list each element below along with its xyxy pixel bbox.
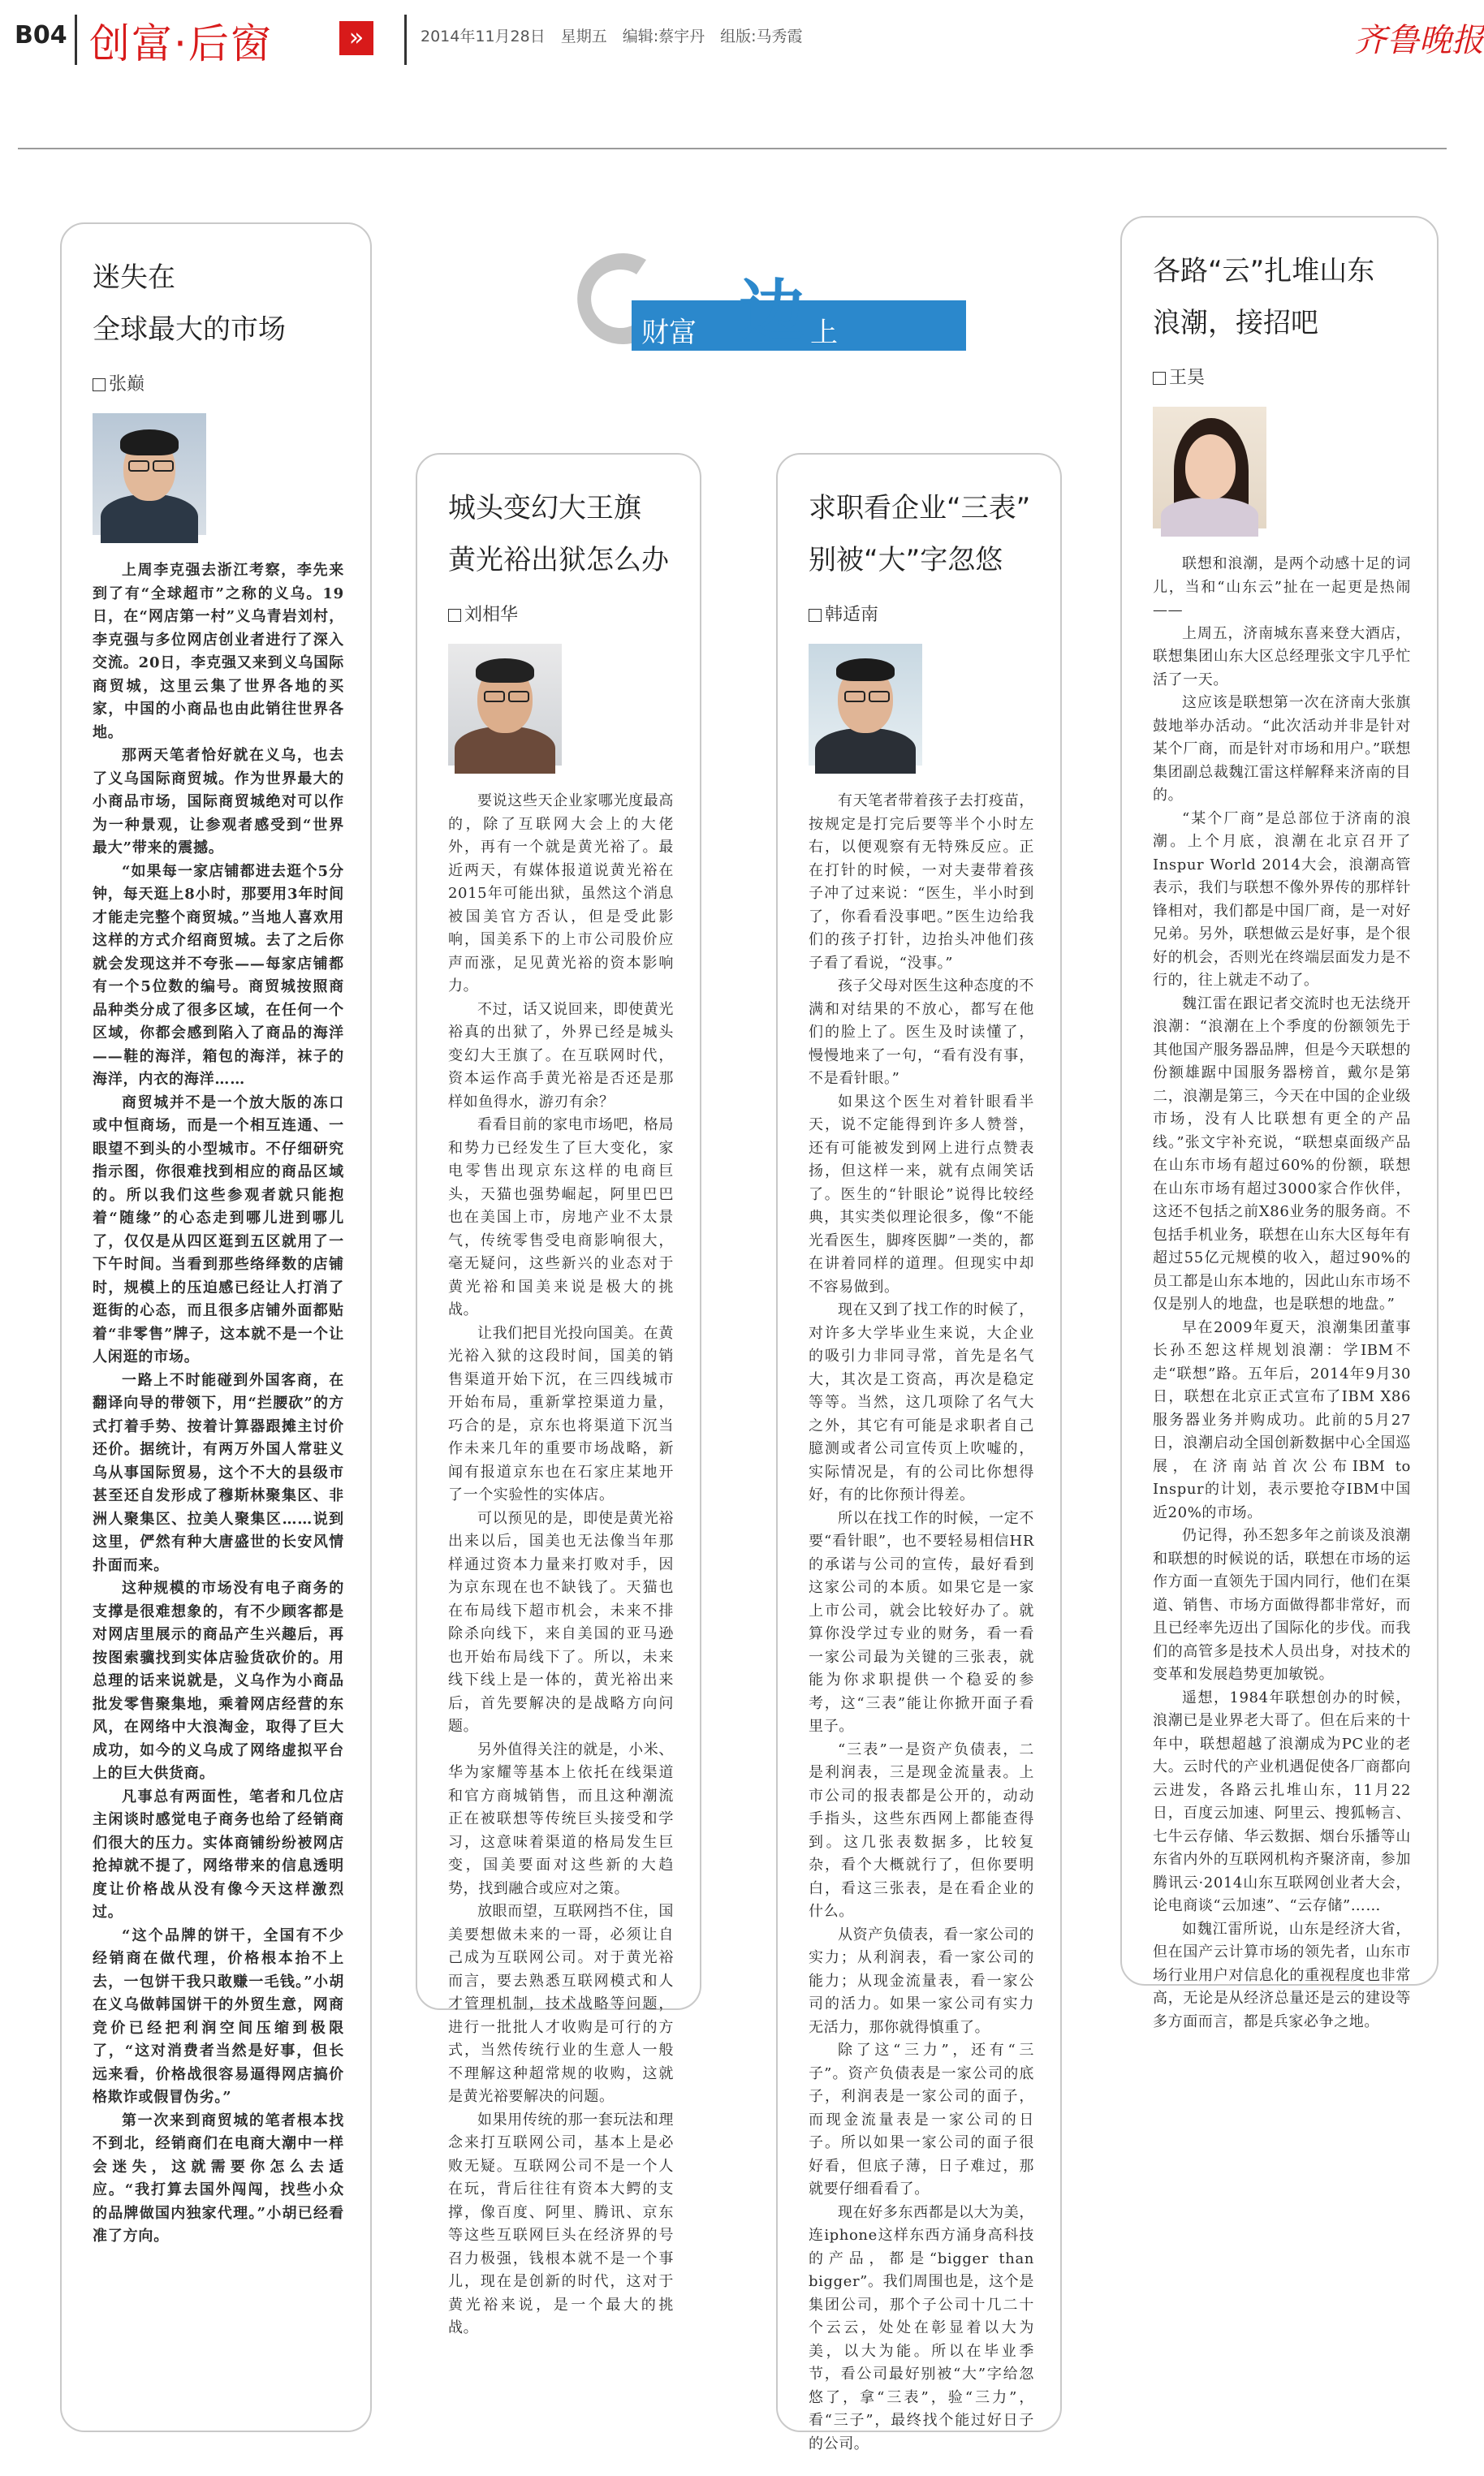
header-rule xyxy=(18,148,1447,149)
article-author: 韩适南 xyxy=(809,601,1034,626)
article-body: 要说这些天企业家哪光度最高的，除了互联网大会上的大佬外，再有一个就是黄光裕了。最近两天，有媒体报道说黄光裕在2015年可能出狱，虽然这个消息被国美官方否认，但是受此影响，国美系下的上市公司股价应声而涨，足见黄光裕的资本影响力。 不过，话又说回来，即使黄光裕真的出狱了，外界已经是城头变幻大王旗了。在互联网时代，资本运作高手黄光裕是否还是那样如鱼得水，游刃有余？ 看看目前的家电市场吧，格局和势力已经发生了巨大变化，家电零售出现京东这样的电商巨头，天猫也强势崛起，阿里巴巴也在美国上市，房地产业不太景气，传统零售受电商影响很大，毫无疑问，这些新兴的业态对于黄光裕和国美来说是极大的挑战。 让我们把目光投向国美。在黄光裕入狱的这段时间，国美的销售渠道开始下沉，在三四线城市开始布局，重新掌控渠道力量，巧合的是，京东也将渠道下沉当作未来几年的重要市场战略，新闻有报道京东也在石家庄某地开了一个实验性的实体店。 可以预见的是，即使是黄光裕出来以后，国美也无法像当年那样通过资本力量来打败对手，因为京东现在也不缺钱了。天猫也在布局线下超市机会，未来不排除杀向线下，来自美国的亚马逊也开始布局线下了。所以，未来线下线上是一体的，黄光裕出来后，首先要解决的是战略方向问题。 另外值得关注的就是，小米、华为家耀等基本上依托在线渠道和官方商城销售，而且这种潮流正在被联想等传统巨头接受和学习，这意味着渠道的格局发生巨变，国美要面对这些新的大趋势，找到融合或应对之策。 放眼而望，互联网挡不住，国美要想做未来的一哥，必须让自己成为互联网公司。对于黄光裕而言，要去熟悉互联网模式和人才管理机制，技术战略等问题，进行一批批人才收购是可行的方式，当然传统行业的生意人一般不理解这种超常规的收购，这就是黄光裕要解决的问题。 如果用传统的那一套玩法和理念来打互联网公司，基本上是必败无疑。互联网公司不是一个人在玩，背后往往有资本大鳄的支撑，像百度、阿里、腾讯、京东等这些互联网巨头在经济界的号召力极强，钱根本就不是一个事儿，现在是创新的时代，这对于黄光裕来说，是一个最大的挑战。 xyxy=(448,792,674,2336)
author-photo xyxy=(93,413,206,535)
author-photo xyxy=(448,644,562,766)
article-title: 各路“云”扎堆山东 浪潮，接招吧 xyxy=(1153,255,1375,339)
article-card xyxy=(776,453,1062,2452)
masthead-divider xyxy=(75,15,77,65)
column-header-part3: 上 xyxy=(810,317,838,349)
column-header-part1: 财富 xyxy=(641,317,697,349)
article-author: 王昊 xyxy=(1153,364,1411,389)
issue-info: 2014年11月28日 星期五 编辑:蔡宇丹 组版:马秀霞 xyxy=(421,28,803,45)
masthead-divider xyxy=(404,15,407,65)
chevron-right-icon: » xyxy=(339,21,373,55)
article-body: 上周李克强去浙江考察，李先来到了有“全球超市”之称的义乌。19日，在“网店第一村”义乌青岩刘村，李克强与多位网店创业者进行了深入交流。20日，李克强又来到义乌国际商贸城，这里云集了世界各地的买家，中国的小商品也由此销往世界各地。 那两天笔者恰好就在义乌，也去了义乌国际商贸城。作为世界最大的小商品市场，国际商贸城绝对可以作为一种景观，让参观者感受到“世界最大”带来的震撼。 “如果每一家店铺都进去逛个5分钟，每天逛上8小时，那要用3年时间才能走完整个商贸城。”当地人喜欢用这样的方式介绍商贸城。去了之后你就会发现这并不夸张——每家店铺都有一个5位数的编号。商贸城按照商品种类分成了很多区域，在任何一个区域，你都会感到陷入了商品的海洋——鞋的海洋，箱包的海洋，袜子的海洋，内衣的海洋…… 商贸城并不是一个放大版的冻口或中恒商场，而是一个相互连通、一眼望不到头的小型城市。不仔细研究指示图，你很难找到相应的商品区域的。所以我们这些参观者就只能抱着“随缘”的心态走到哪儿进到哪儿了，仅仅是从四区逛到五区就用了一下午时间。当看到那些络绎数的店铺时，规模上的压迫感已经让人打消了逛街的心态，而且很多店铺外面都贴着“非零售”牌子，这本就不是一个让人闲逛的市场。 一路上不时能碰到外国客商，在翻译向导的带领下，用“拦腰砍”的方式打着手势、按着计算器跟摊主讨价还价。据统计，有两万外国人常驻义乌从事国际贸易，这个不大的县级市甚至还自发形成了穆斯林聚集区、非洲人聚集区、拉美人聚集区……说到这里，俨然有种大唐盛世的长安风情扑面而来。 这种规模的市场没有电子商务的支撑是很难想象的，有不少顾客都是对网店里展示的商品产生兴趣后，再按图索骥找到实体店验货砍价的。用总理的话来说就是，义乌作为小商品批发零售聚集地，乘着网店经营的东风，在网络中大浪淘金，取得了巨大成功，如今的义乌成了网络虚拟平台上的巨大供货商。 凡事总有两面性，笔者和几位店主闲谈时感觉电子商务也给了经销商们很大的压力。实体商铺纷纷被网店抢掉就不提了，网络带来的信息透明度让价格战从没有像今天这样激烈过。 “这个品牌的饼干，全国有不少经销商在做代理，价格根本抬不上去，一包饼干我只敢赚一毛钱。”小胡在义乌做韩国饼干的外贸生意，网商竞价已经把利润空间压缩到极限了，“这对消费者当然是好事，但长远来看，价格战很容易逼得网店搞价格欺诈或假冒伪劣。” 第一次来到商贸城的笔者根本找不到北，经销商们在电商大潮中一样会迷失，这就需要你怎么去适应。“我打算去国外闯闯，找些小众的品牌做国内独家代理。”小胡已经看准了方向。 xyxy=(93,562,344,2245)
article-card xyxy=(60,222,372,2432)
column-header-part2: 边 xyxy=(739,273,806,350)
article-title: 迷失在 全球最大的市场 xyxy=(93,261,286,346)
article-card xyxy=(416,453,701,2336)
author-photo xyxy=(1153,407,1266,528)
author-photo xyxy=(809,644,922,766)
article-card xyxy=(1120,216,1439,2030)
article-author: 张巅 xyxy=(93,370,344,395)
article-title: 城头变幻大王旗 黄光裕出狱怎么办 xyxy=(448,492,669,576)
article-body: 联想和浪潮，是两个动感十足的词儿，当和“山东云”扯在一起更是热闹—— 上周五，济南城东喜来登大酒店，联想集团山东大区总经理张文宇几乎忙活了一天。 这应该是联想第一次在济南大张旗鼓地举办活动。“此次活动并非是针对某个厂商，而是针对市场和用户。”联想集团副总裁魏江雷这样解释来济南的目的。 “某个厂商”是总部位于济南的浪潮。上个月底，浪潮在北京召开了Inspur World 2014大会，浪潮高管表示，我们与联想不像外界传的那样针锋相对，我们都是中国厂商，是一对好兄弟。另外，联想做云是好事，是个很好的机会，否则光在终端层面发力是不行的，往上就走不动了。 魏江雷在跟记者交流时也无法绕开浪潮：“浪潮在上个季度的份额领先于其他国产服务器品牌，但是今天联想的份额雄踞中国服务器榜首，戴尔是第二，浪潮是第三，今天在中国的企业级市场，没有人比联想有更全的产品线。”张文宇补充说，“联想桌面级产品在山东市场有超过60%的份额，联想在山东市场有超过3000家合作伙伴，这还不包括之前X86业务的服务商。不包括手机业务，联想在山东大区每年有超过55亿元规模的收入，超过90%的员工都是山东本地的，因此山东市场不仅是别人的地盘，也是联想的地盘。” 早在2009年夏天，浪潮集团董事长孙丕恕这样规划浪潮：学IBM不走“联想”路。五年后，2014年9月30日，联想在北京正式宣布了IBM X86服务器业务并购成功。此前的5月27日，浪潮启动全国创新数据中心全国巡展，在济南站首次公布IBM to Inspur的计划，表示要抢夺IBM中国近20%的市场。 仍记得，孙丕恕多年之前谈及浪潮和联想的时候说的话，联想在市场的运作方面一直领先于国内同行，他们在渠道、销售、市场方面做得都非常好，而且已经率先迈出了国际化的步伐。而我们的高管多是技术人员出身，对技术的变革和发展趋势更加敏锐。 遥想，1984年联想创办的时候，浪潮已是业界老大哥了。但在后来的十年中，联想超越了浪潮成为PC业的老大。云时代的产业机遇促使各厂商都向云进发，各路云扎堆山东，11月22日，百度云加速、阿里云、搜狐畅言、七牛云存储、华云数据、烟台乐播等山东省内外的互联网机构齐聚济南，参加腾讯云·2014山东互联网创业者大会，论电商谈“云加速”、“云存储”…… 如魏江雷所说，山东是经济大省，但在国产云计算市场的领先者，山东市场行业用户对信息化的重视程度也非常高，无论是从经济总量还是云的建设等多方面而言，都是兵家必争之地。 xyxy=(1153,555,1411,2030)
article-body: 有天笔者带着孩子去打疫苗，按规定是打完后要等半个小时左右，以便观察有无特殊反应。正在打针的时候，一对夫妻带着孩子冲了过来说：“医生，半小时到了，你看看没事吧。”医生边给我们的孩子打针，边抬头冲他们孩子看了看说，“没事。” 孩子父母对医生这种态度的不满和对结果的不放心，都写在他们的脸上了。医生及时读懂了，慢慢地来了一句，“看有没有事，不是看针眼。” 如果这个医生对着针眼看半天，说不定能得到许多人赞誉，还有可能被发到网上进行点赞表扬，但这样一来，就有点闹笑话了。医生的“针眼论”说得比较经典，其实类似理论很多，像“不能光看医生，脚疼医脚”一类的，都在讲着同样的道理。但现实中却不容易做到。 现在又到了找工作的时候了，对许多大学毕业生来说，大企业的吸引力非同寻常，首先是名气大，其次是工资高，再次是稳定等等。当然，这几项除了名气大之外，其它有可能是求职者自己臆测或者公司宣传页上吹嘘的，实际情况是，有的公司比你想得好，有的比你预计得差。 所以在找工作的时候，一定不要“看针眼”，也不要轻易相信HR的承诺与公司的宣传，最好看到这家公司的本质。如果它是一家上市公司，就会比较好办了。就算你没学过专业的财务，看一看一家公司最为关键的三张表，就能为你求职提供一个稳妥的参考，这“三表”能让你掀开面子看里子。 “三表”一是资产负债表，二是利润表，三是现金流量表。上市公司的报表都是公开的，动动手指头，这些东西网上都能查得到。这几张表数据多，比较复杂，看个大概就行了，但你要明白，看这三张表，是在看企业的什么。 从资产负债表，看一家公司的实力；从利润表，看一家公司的能力；从现金流量表，看一家公司的活力。如果一家公司有实力无活力，那你就得慎重了。 除了这“三力”，还有“三子”。资产负债表是一家公司的底子，利润表是一家公司的面子，而现金流量表是一家公司的日子。所以如果一家公司的面子很好看，但底子薄，日子难过，那就要仔细看看了。 现在好多东西都是以大为美，连iphone这样东西方涌身高科技的产品，都是“bigger than bigger”。我们周围也是，这个是集团公司，那个子公司十几二十个云云，处处在彰显着以大为美，以大为能。所以在毕业季节，看公司最好别被“大”字给忽悠了，拿“三表”，验“三力”，看“三子”，最终找个能过好日子的公司。 xyxy=(809,792,1034,2452)
article-title: 求职看企业“三表” 别被“大”字忽悠 xyxy=(809,492,1031,576)
section-title: 创富·后窗 xyxy=(89,20,273,67)
page-number: B04 xyxy=(15,21,67,50)
newspaper-logo: 齐鲁晚报 xyxy=(1354,22,1484,59)
article-author: 刘相华 xyxy=(448,601,674,626)
